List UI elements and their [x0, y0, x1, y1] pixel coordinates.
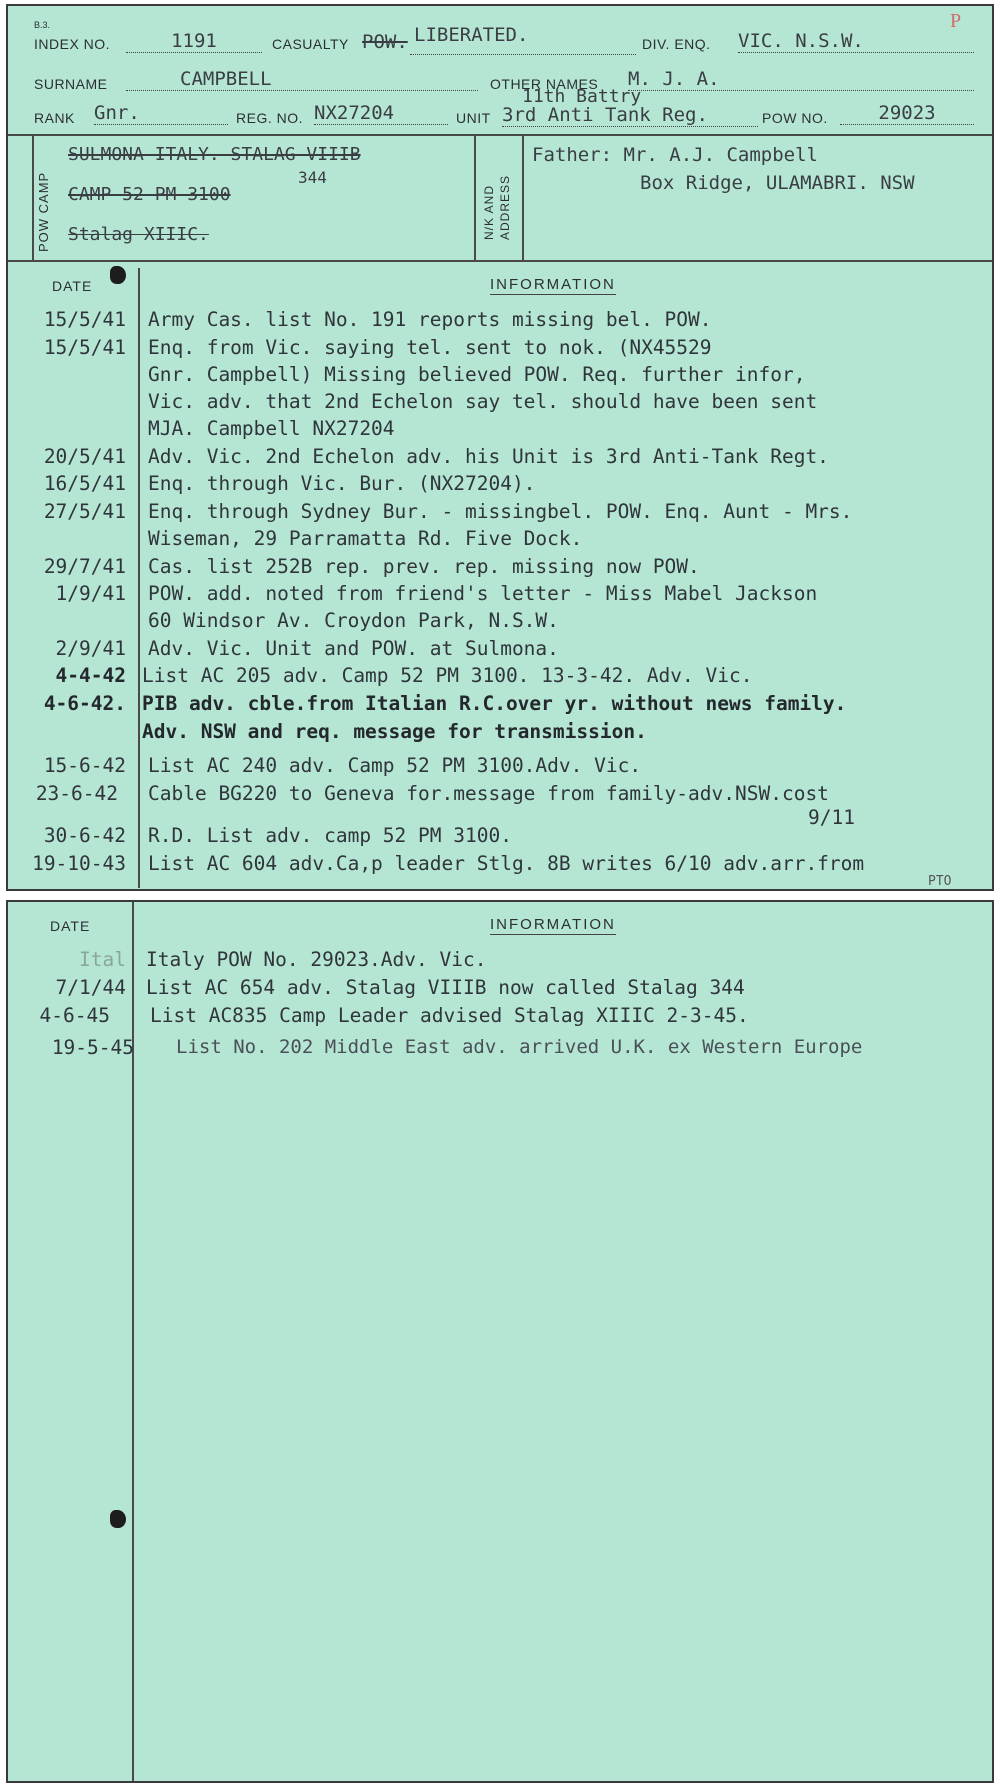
form-code: B.3.	[34, 20, 51, 30]
entry-date: 15-6-42	[43, 754, 126, 777]
date-column-rule	[138, 268, 140, 888]
entry-date: 4-6-45	[39, 1004, 110, 1027]
entry-date: 1/9/41	[55, 582, 126, 605]
camp-line3: Stalag XIIIC.	[68, 224, 209, 245]
entry-info: Enq. through Vic. Bur. (NX27204).	[148, 472, 536, 495]
divider-camp	[8, 260, 992, 262]
entry-info: Enq. from Vic. saying tel. sent to nok. (NX45529	[148, 336, 712, 359]
entry-info: Wiseman, 29 Parramatta Rd. Five Dock.	[148, 527, 583, 550]
camp-line1: SULMONA ITALY. STALAG VIIIB	[68, 144, 361, 165]
rank-label: RANK	[34, 110, 75, 126]
casualty-dots	[410, 54, 636, 55]
entry-info: List No. 202 Middle East adv. arrived U.K. ex Western Europe	[176, 1036, 863, 1058]
entry-info: 60 Windsor Av. Croydon Park, N.S.W.	[148, 609, 559, 632]
date-header: DATE	[50, 918, 91, 934]
entry-date: 27/5/41	[43, 500, 126, 523]
rank-value: Gnr.	[94, 102, 228, 125]
pow-no-label: POW NO.	[762, 110, 828, 126]
index-label: INDEX NO.	[34, 36, 111, 52]
record-card-front	[6, 4, 994, 891]
information-header: INFORMATION	[490, 276, 616, 293]
pto-note: PTO	[928, 874, 952, 889]
divider-top	[8, 134, 992, 136]
entry-date: 2/9/41	[55, 637, 126, 660]
nok-line1: Father: Mr. A.J. Campbell	[532, 144, 818, 166]
unit-value: 3rd Anti Tank Reg.	[502, 104, 758, 127]
entry-info: POW. add. noted from friend's letter - Miss Mabel Jackson	[148, 582, 818, 605]
punch-hole	[110, 266, 126, 284]
entry-info: PIB adv. cble.from Italian R.C.over yr. without news family.	[142, 692, 847, 715]
entry-date: 19-10-43	[32, 852, 126, 875]
entry-info: Adv. NSW and req. message for transmission.	[142, 720, 647, 743]
entry-info: Enq. through Sydney Bur. - missingbel. POW. Enq. Aunt - Mrs.	[148, 500, 853, 523]
casualty-value: LIBERATED.	[414, 24, 529, 46]
pow-camp-label: POW CAMP	[36, 171, 51, 252]
date-column-rule	[132, 902, 134, 1781]
entry-info: List AC835 Camp Leader advised Stalag XIIIC 2-3-45.	[150, 1004, 749, 1027]
entry-date: 4-6-42.	[43, 692, 126, 715]
unit-above: 11th Battry	[522, 86, 642, 107]
entry-date: Ital	[79, 948, 126, 971]
record-card-back	[6, 900, 994, 1783]
entry-info: Adv. Vic. Unit and POW. at Sulmona.	[148, 637, 559, 660]
entry-info: Italy POW No. 29023.Adv. Vic.	[146, 948, 487, 971]
entry-date: 29/7/41	[43, 555, 126, 578]
nok-rule-left	[474, 134, 476, 260]
camp-label-rule	[32, 134, 34, 260]
casualty-label: CASUALTY	[272, 36, 349, 52]
reg-no-value: NX27204	[314, 102, 448, 125]
entry-date: 4-4-42	[55, 664, 126, 687]
entry-info: Vic. adv. that 2nd Echelon say tel. should have been sent	[148, 390, 818, 413]
unit-label: UNIT	[456, 110, 491, 126]
nok-line2: Box Ridge, ULAMABRI. NSW	[640, 172, 915, 194]
entry-info: Adv. Vic. 2nd Echelon adv. his Unit is 3rd Anti-Tank Regt.	[148, 445, 829, 468]
camp-line2: CAMP 52 PM 3100	[68, 184, 231, 205]
reg-no-label: REG. NO.	[236, 110, 304, 126]
cost-note: 9/11	[808, 806, 855, 829]
entry-date: 23-6-42	[35, 782, 118, 805]
entry-date: 20/5/41	[43, 445, 126, 468]
entry-info: Army Cas. list No. 191 reports missing bel. POW.	[148, 308, 712, 331]
nok-label-bottom: ADDRESS	[498, 174, 512, 240]
entry-info: Gnr. Campbell) Missing believed POW. Req. further infor,	[148, 363, 806, 386]
entry-info: MJA. Campbell NX27204	[148, 417, 395, 440]
entry-info: R.D. List adv. camp 52 PM 3100.	[148, 824, 512, 847]
surname-value: CAMPBELL	[126, 68, 478, 91]
div-enq-label: DIV. ENQ.	[642, 36, 711, 52]
entry-date: 30-6-42	[43, 824, 126, 847]
entry-info: List AC 205 adv. Camp 52 PM 3100. 13-3-42. Adv. Vic.	[142, 664, 753, 687]
punch-hole	[110, 1510, 126, 1528]
nok-rule-right	[522, 134, 524, 260]
entry-date: 16/5/41	[43, 472, 126, 495]
camp-line1-above: 344	[298, 168, 327, 187]
entry-info: List AC 654 adv. Stalag VIIIB now called Stalag 344	[146, 976, 745, 999]
information-header: INFORMATION	[490, 916, 616, 933]
entry-date: 19-5-45	[51, 1036, 134, 1059]
other-names-value: M. J. A.	[628, 68, 974, 91]
date-header: DATE	[52, 278, 93, 294]
other-names-label: OTHER NAMES	[490, 76, 599, 92]
pow-no-value: 29023	[840, 102, 974, 125]
nok-label-top: N/K AND	[482, 184, 496, 240]
entry-info: Cable BG220 to Geneva for.message from family-adv.NSW.cost	[148, 782, 829, 805]
casualty-struck: POW.	[362, 31, 408, 53]
entry-info: List AC 240 adv. Camp 52 PM 3100.Adv. Vic.	[148, 754, 642, 777]
entry-date: 7/1/44	[55, 976, 126, 999]
surname-label: SURNAME	[34, 76, 108, 92]
entry-date: 15/5/41	[43, 336, 126, 359]
index-value: 1191	[126, 30, 262, 53]
div-enq-value: VIC. N.S.W.	[738, 30, 974, 53]
entry-info: Cas. list 252B rep. prev. rep. missing now POW.	[148, 555, 700, 578]
entry-date: 15/5/41	[43, 308, 126, 331]
corner-mark: P	[950, 10, 962, 32]
entry-info: List AC 604 adv.Ca,p leader Stlg. 8B writes 6/10 adv.arr.from	[148, 852, 865, 875]
